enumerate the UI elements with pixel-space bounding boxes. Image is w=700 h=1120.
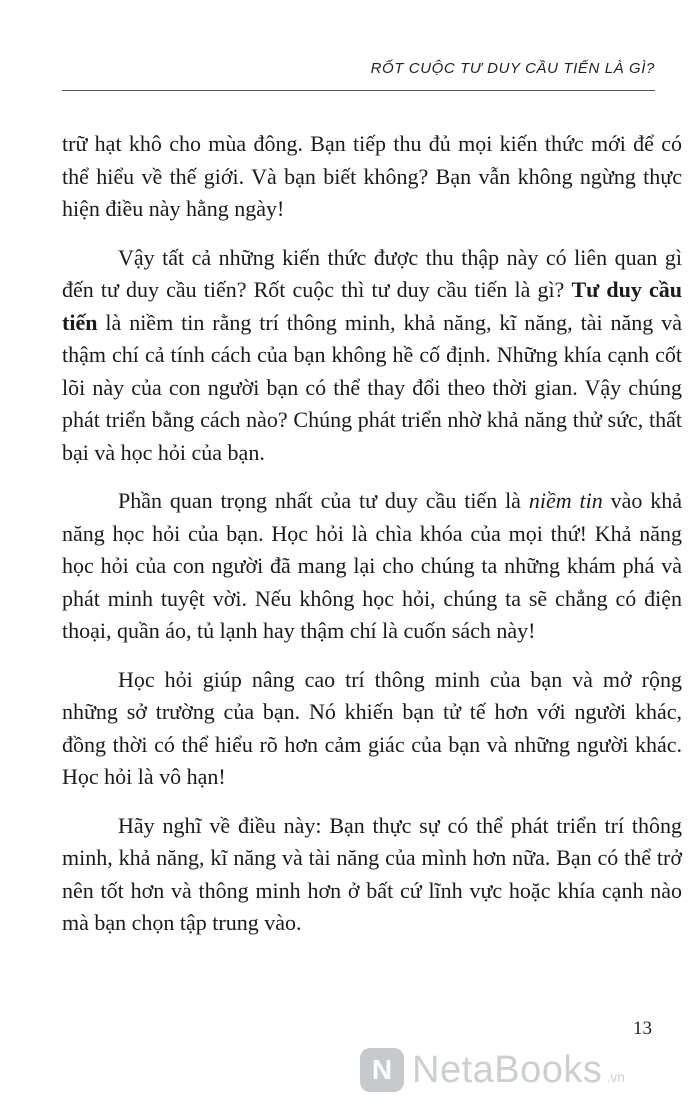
paragraph-3-text-b: vào khả năng học hỏi của bạn. Học hỏi là chìa khóa của mọi thứ! Khả năng học hỏi của con người đã mang lại cho chúng ta những khám phá và phát minh tuyệt vời. Nếu không học hỏi, chúng ta sẽ chẳng có điện thoại, quần áo, tủ lạnh hay thậm chí là cuốn sách này! — [62, 488, 682, 643]
watermark-text: NetaBooks — [412, 1048, 603, 1091]
page-number: 13 — [633, 1018, 652, 1039]
paragraph-2 — [62, 242, 682, 470]
watermark — [360, 1048, 625, 1092]
body-text — [62, 128, 682, 956]
paragraph-2-bold-term: Tư duy cầu tiến — [62, 277, 682, 335]
paragraph-1: trữ hạt khô cho mùa đông. Bạn tiếp thu đủ mọi kiến thức mới để có thể hiểu về thế giới. Và bạn biết không? Bạn vẫn không ngừng thực hiện điều này hằng ngày! — [62, 131, 682, 221]
running-header: RỐT CUỘC TƯ DUY CẦU TIẾN LÀ GÌ? — [370, 60, 655, 77]
paragraph-2-text-a: Vậy tất cả những kiến thức được thu thập này có liên quan gì đến tư duy cầu tiến? Rốt cuộc thì tư duy cầu tiến là gì? — [62, 244, 682, 302]
header-divider — [62, 90, 655, 91]
paragraph-3 — [62, 485, 682, 648]
netabooks-logo-icon: N — [360, 1048, 404, 1092]
watermark-suffix: .vn — [606, 1069, 626, 1085]
paragraph-5: Hãy nghĩ về điều này: Bạn thực sự có thể phát triển trí thông minh, khả năng, kĩ năng và tài năng của mình hơn nữa. Bạn có thể trở nên tốt hơn và thông minh hơn ở bất cứ lĩnh vực hoặc khía cạnh nào mà bạn chọn tập trung vào. — [62, 812, 682, 935]
paragraph-2-text-b: là niềm tin rằng trí thông minh, khả năng, kĩ năng, tài năng và thậm chí cả tính cách của bạn không hề cố định. Những khía cạnh cốt lõi này của con người bạn có thể thay đổi theo thời gian. Vậy chúng phát triển bằng cách nào? Chúng phát triển nhờ khả năng thử sức, thất bại và học hỏi của bạn. — [62, 309, 682, 465]
paragraph-3-italic-term: niềm tin — [528, 488, 603, 513]
paragraph-3-text-a: Phần quan trọng nhất của tư duy cầu tiến là — [118, 488, 529, 513]
paragraph-4: Học hỏi giúp nâng cao trí thông minh của bạn và mở rộng những sở trường của bạn. Nó khiến bạn tử tế hơn với người khác, đồng thời có thể hiểu rõ hơn cảm giác của bạn và những người khác. Học hỏi là vô hạn! — [62, 666, 682, 789]
